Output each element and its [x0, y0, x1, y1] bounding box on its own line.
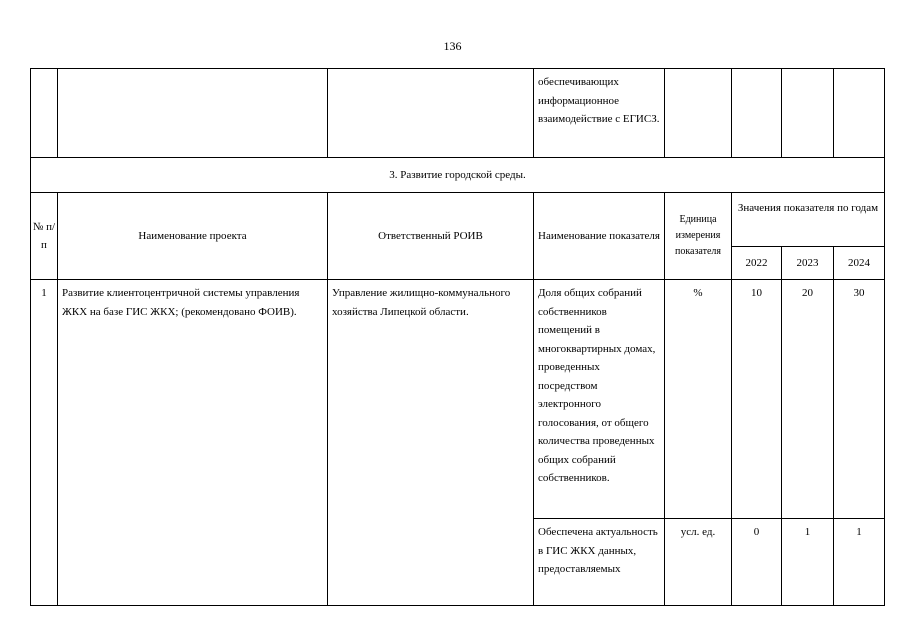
continuation-row: [31, 69, 885, 158]
indicator-value-2023: 1: [782, 519, 834, 606]
header-row: [31, 193, 885, 247]
header-unit: Единица измерения показателя: [665, 193, 732, 280]
continuation-indicator-cell: обеспечивающих информационное взаимодействие с ЕГИСЗ.: [534, 69, 665, 158]
continuation-responsible-cell: [328, 69, 534, 158]
indicator-value-2024: 1: [834, 519, 885, 606]
indicator-unit: усл. ед.: [665, 519, 732, 606]
header-year-2022: 2022: [732, 247, 782, 280]
header-responsible: Ответственный РОИВ: [328, 193, 534, 280]
continuation-2023-cell: [782, 69, 834, 158]
header-year-2023: 2023: [782, 247, 834, 280]
continuation-project-cell: [58, 69, 328, 158]
row-responsible: Управление жилищно-коммунального хозяйства Липецкой области.: [328, 280, 534, 606]
indicator-value-2024: 30: [834, 280, 885, 519]
header-num: № п/п: [31, 193, 58, 280]
page-number: 136: [443, 39, 462, 53]
indicator-name: Доля общих собраний собственников помещений в многоквартирных домах, проведенных посредством электронного голосования, от общего количества проведенных общих собраний собственников.: [534, 280, 665, 519]
header-year-2024: 2024: [834, 247, 885, 280]
indicators-table: [30, 68, 885, 606]
row-project: Развитие клиентоцентричной системы управления ЖКХ на базе ГИС ЖКХ; (рекомендовано ФОИВ).: [58, 280, 328, 606]
section-title: 3. Развитие городской среды.: [31, 158, 885, 193]
header-indicator: Наименование показателя: [534, 193, 665, 280]
continuation-unit-cell: [665, 69, 732, 158]
header-values-group: Значения показателя по годам: [732, 193, 885, 247]
indicator-value-2022: 10: [732, 280, 782, 519]
indicator-value-2023: 20: [782, 280, 834, 519]
table-row: [31, 280, 885, 519]
header-project: Наименование проекта: [58, 193, 328, 280]
continuation-2024-cell: [834, 69, 885, 158]
indicator-value-2022: 0: [732, 519, 782, 606]
indicator-unit: %: [665, 280, 732, 519]
continuation-num-cell: [31, 69, 58, 158]
continuation-2022-cell: [732, 69, 782, 158]
section-row: [31, 158, 885, 193]
row-num: 1: [31, 280, 58, 606]
indicator-name: Обеспечена актуальность в ГИС ЖКХ данных, предоставляемых: [534, 519, 665, 606]
